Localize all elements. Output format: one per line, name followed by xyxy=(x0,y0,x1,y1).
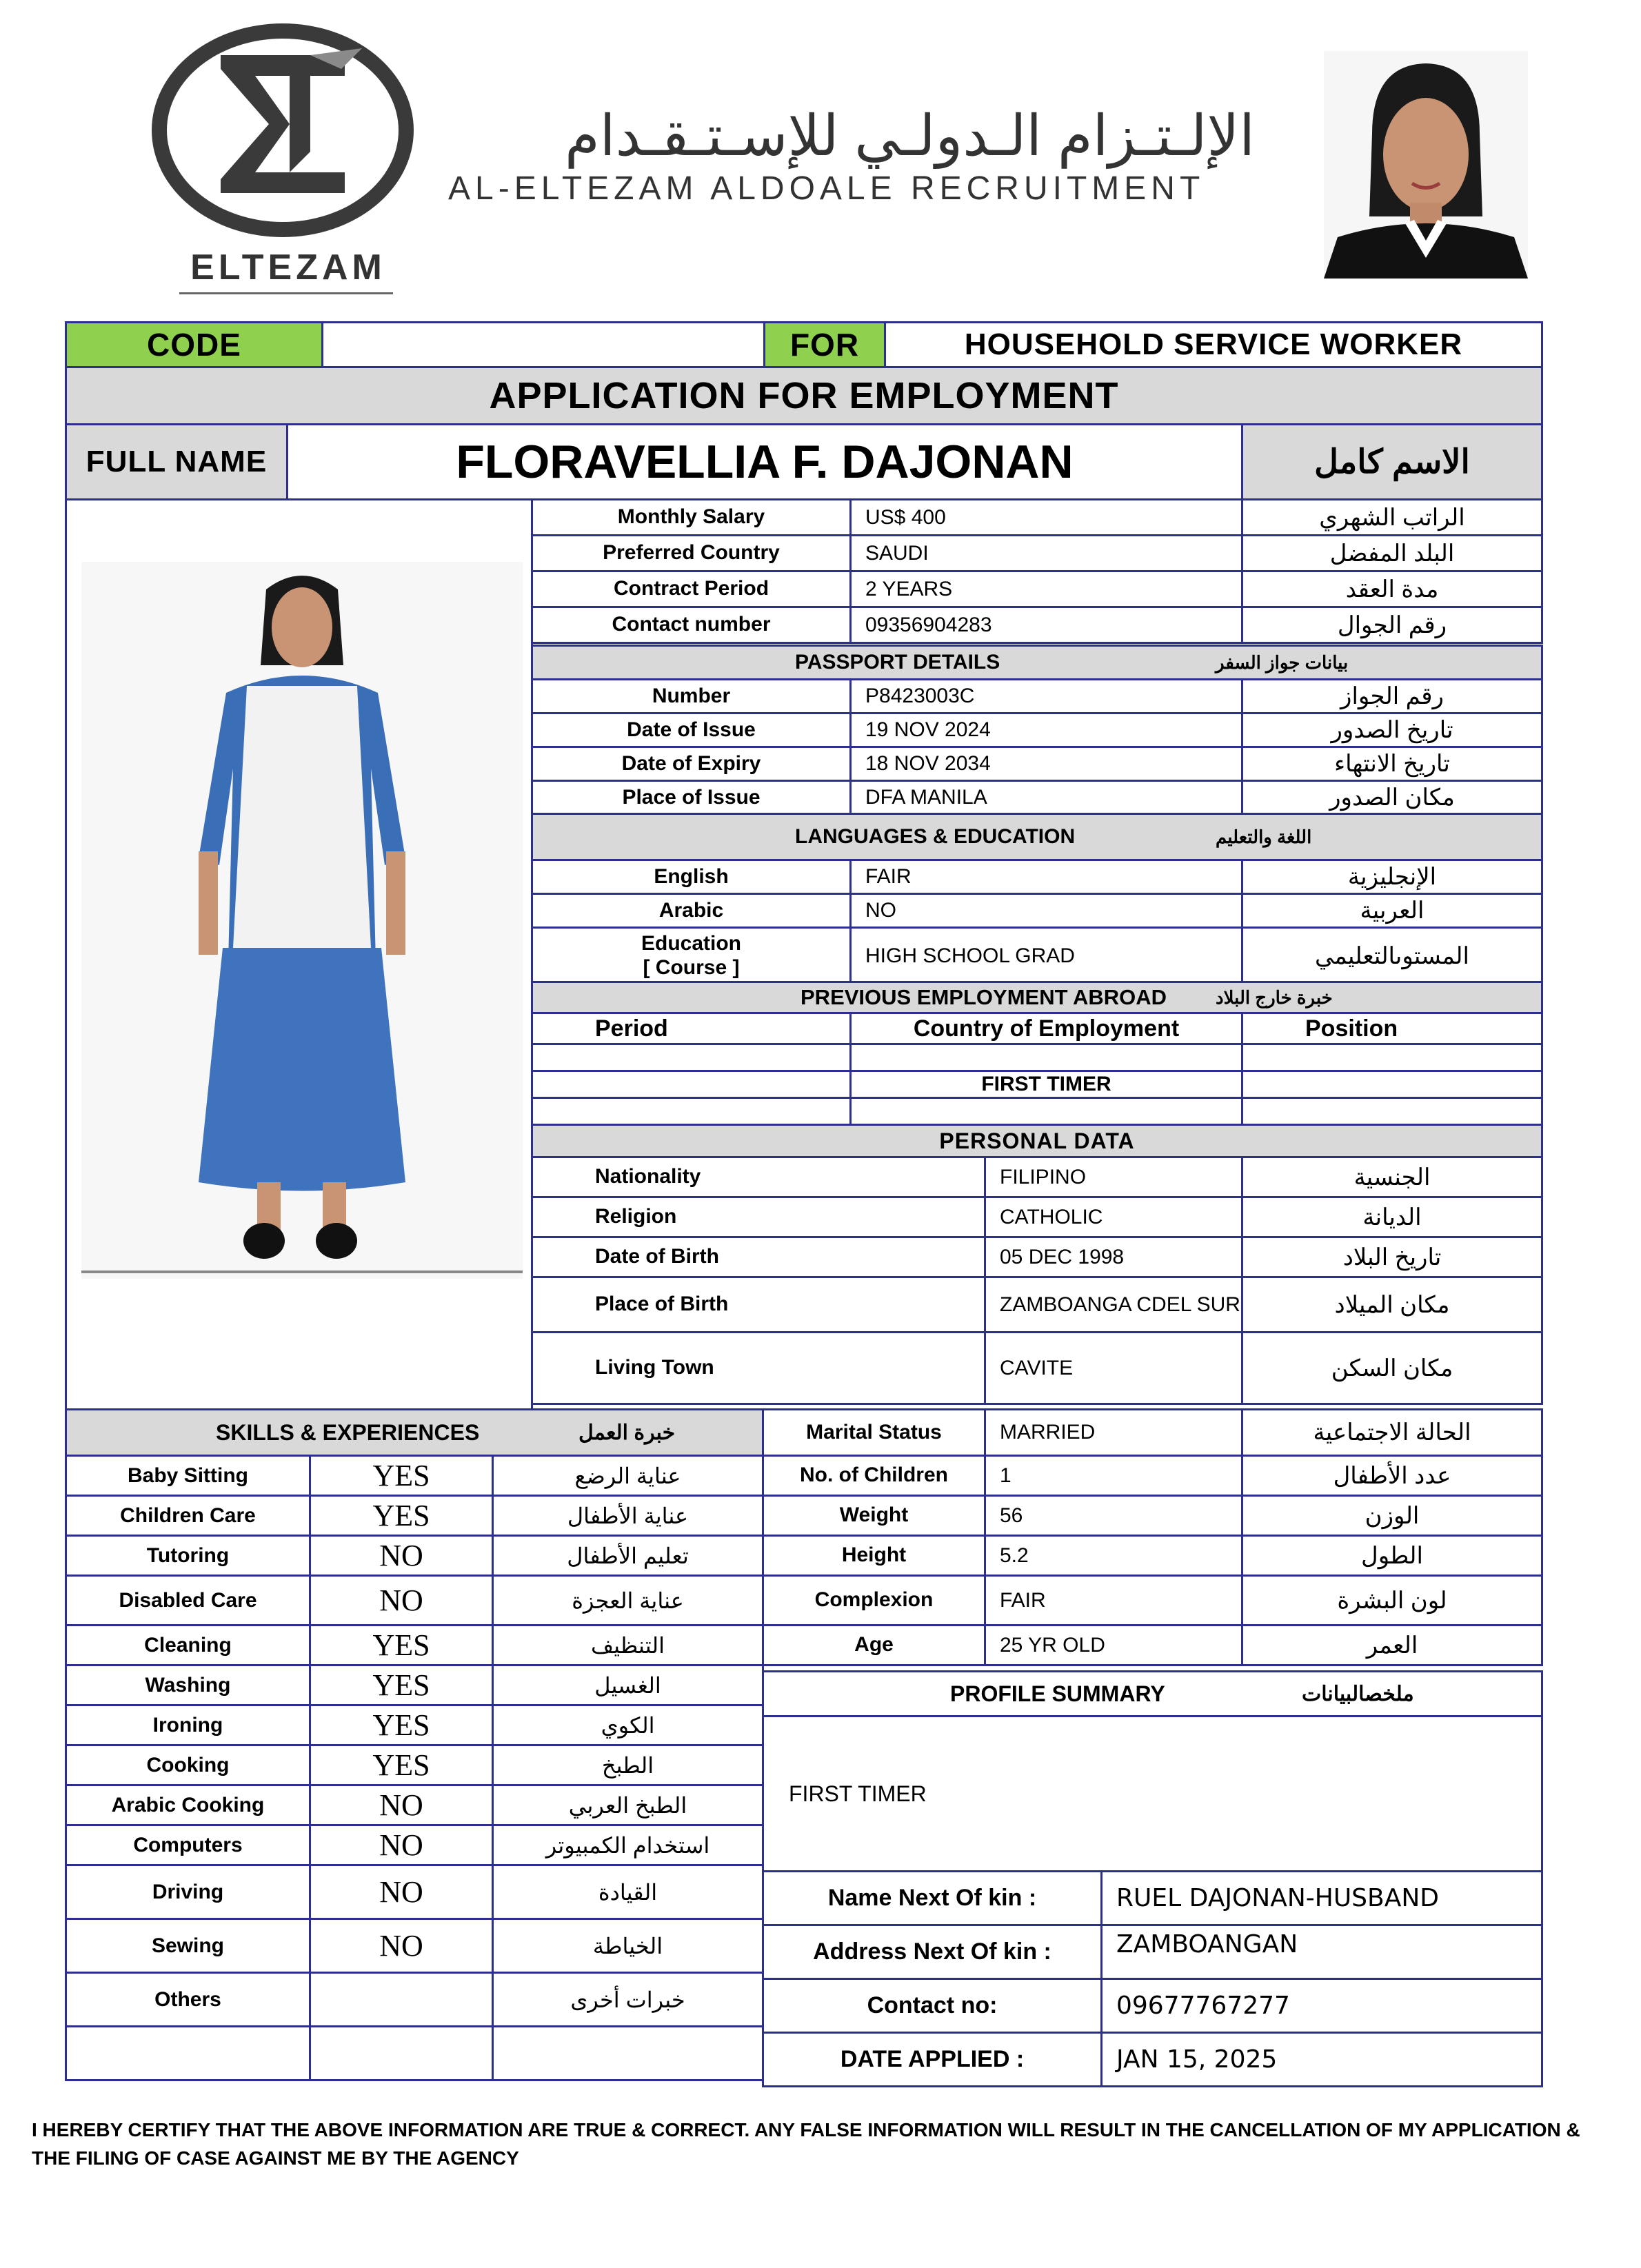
skills-header xyxy=(65,1408,764,1457)
logo-wordmark: ELTEZAM xyxy=(190,247,386,287)
skill-answer xyxy=(309,2025,494,2081)
skill-label: Disabled Care xyxy=(65,1575,311,1626)
personal-row-value: ZAMBOANGA CDEL SUR xyxy=(984,1276,1243,1333)
skill-label: Ironing xyxy=(65,1704,311,1746)
prev-period-1 xyxy=(531,1043,852,1072)
job-row-value: SAUDI xyxy=(849,534,1243,572)
previous-employment-title-arabic: خبرة خارج البلاد xyxy=(1216,986,1333,1008)
job-row-arabic: رقم الجوال xyxy=(1241,606,1543,644)
previous-employment-header xyxy=(531,981,1543,1014)
skill-label: Arabic Cooking xyxy=(65,1784,311,1826)
prev-position-1 xyxy=(1241,1043,1543,1072)
skill-label: Cleaning xyxy=(65,1624,311,1666)
full-name-value: FLORAVELLIA F. DAJONAN xyxy=(286,423,1243,500)
company-name-arabic: الإلـتـزام الـدولـي للإسـتـقـدام xyxy=(565,105,1255,168)
kin-value: RUEL DAJONAN-HUSBAND xyxy=(1100,1870,1543,1926)
skill-arabic: الغسيل xyxy=(492,1664,764,1706)
for-label: FOR xyxy=(763,321,886,368)
kin-label: Address Next Of kin : xyxy=(762,1924,1103,1980)
skill-label: Others xyxy=(65,1972,311,2027)
skill-arabic: الكوي xyxy=(492,1704,764,1746)
applicant-full-body-photo xyxy=(81,562,523,1279)
full-name-label: FULL NAME xyxy=(65,423,288,500)
physical-row-label: No. of Children xyxy=(762,1455,986,1497)
kin-value: 09677767277 xyxy=(1100,1978,1543,2034)
personal-row-label: Nationality xyxy=(531,1156,986,1198)
personal-row-arabic: مكان السكن xyxy=(1241,1331,1543,1405)
skill-label: Computers xyxy=(65,1824,311,1866)
prev-period-2 xyxy=(531,1070,852,1099)
skill-answer: NO xyxy=(309,1918,494,1974)
personal-row-arabic: مكان الميلاد xyxy=(1241,1276,1543,1333)
skill-arabic: عناية العجزة xyxy=(492,1575,764,1626)
skill-answer: YES xyxy=(309,1624,494,1666)
job-row-value: US$ 400 xyxy=(849,498,1243,536)
passport-title-arabic: بيانات جواز السفر xyxy=(1216,651,1349,673)
skill-arabic: عناية الرضع xyxy=(492,1455,764,1497)
skill-label: Cooking xyxy=(65,1744,311,1786)
language-row-arabic: المستوىالتعليمي xyxy=(1241,927,1543,985)
col-position: Position xyxy=(1241,1012,1543,1045)
personal-row-value: CATHOLIC xyxy=(984,1196,1243,1238)
passport-row-value: 19 NOV 2024 xyxy=(849,712,1243,748)
personal-row-arabic: تاريخ البلاد xyxy=(1241,1236,1543,1278)
skill-answer: NO xyxy=(309,1824,494,1866)
personal-row-value: 05 DEC 1998 xyxy=(984,1236,1243,1278)
job-row-value: 2 YEARS xyxy=(849,570,1243,608)
physical-row-arabic: الحالة الاجتماعية xyxy=(1241,1408,1543,1457)
personal-row-value: FILIPINO xyxy=(984,1156,1243,1198)
passport-row-value: P8423003C xyxy=(849,678,1243,714)
personal-row-label: Religion xyxy=(531,1196,986,1238)
job-row-arabic: الراتب الشهري xyxy=(1241,498,1543,536)
skill-arabic: خبرات أخرى xyxy=(492,1972,764,2027)
personal-row-value: CAVITE xyxy=(984,1331,1243,1405)
skill-label xyxy=(65,2025,311,2081)
job-row-arabic: مدة العقد xyxy=(1241,570,1543,608)
personal-row-arabic: الجنسية xyxy=(1241,1156,1543,1198)
code-value xyxy=(321,321,765,368)
languages-header xyxy=(531,813,1543,861)
kin-value: JAN 15, 2025 xyxy=(1100,2032,1543,2087)
physical-row-arabic: الوزن xyxy=(1241,1495,1543,1537)
prev-country-3 xyxy=(849,1097,1243,1126)
kin-label: Contact no: xyxy=(762,1978,1103,2034)
skill-arabic: القيادة xyxy=(492,1864,764,1920)
prev-country-2: FIRST TIMER xyxy=(849,1070,1243,1099)
prev-position-2 xyxy=(1241,1070,1543,1099)
passport-row-arabic: تاريخ الصدور xyxy=(1241,712,1543,748)
skill-arabic: عناية الأطفال xyxy=(492,1495,764,1537)
job-row-label: Monthly Salary xyxy=(531,498,852,536)
physical-row-value: 25 YR OLD xyxy=(984,1624,1243,1666)
skill-answer: NO xyxy=(309,1535,494,1577)
physical-row-arabic: العمر xyxy=(1241,1624,1543,1666)
skill-label: Tutoring xyxy=(65,1535,311,1577)
skill-label: Baby Sitting xyxy=(65,1455,311,1497)
skill-label: Washing xyxy=(65,1664,311,1706)
skills-title-arabic: خبرة العمل xyxy=(578,1421,676,1444)
logo-mark-icon xyxy=(207,48,365,200)
col-country: Country of Employment xyxy=(849,1012,1243,1045)
skill-arabic: الخياطة xyxy=(492,1918,764,1974)
passport-title: PASSPORT DETAILS xyxy=(795,651,1000,674)
language-row-value: NO xyxy=(849,893,1243,929)
job-row-arabic: البلد المفضل xyxy=(1241,534,1543,572)
skill-answer: NO xyxy=(309,1575,494,1626)
language-row-arabic: الإنجليزية xyxy=(1241,859,1543,895)
prev-position-3 xyxy=(1241,1097,1543,1126)
skill-answer: YES xyxy=(309,1455,494,1497)
skill-label: Sewing xyxy=(65,1918,311,1974)
skill-answer: YES xyxy=(309,1495,494,1537)
full-name-arabic: الاسم كامل xyxy=(1241,423,1543,500)
skill-arabic: استخدام الكمبيوتر xyxy=(492,1824,764,1866)
job-row-value: 09356904283 xyxy=(849,606,1243,644)
prev-country-1 xyxy=(849,1043,1243,1072)
skill-answer: NO xyxy=(309,1864,494,1920)
physical-row-value: 5.2 xyxy=(984,1535,1243,1577)
passport-row-value: 18 NOV 2034 xyxy=(849,746,1243,782)
passport-row-arabic: رقم الجواز xyxy=(1241,678,1543,714)
profile-summary-header xyxy=(762,1670,1543,1717)
code-label: CODE xyxy=(65,321,323,368)
personal-row-label: Date of Birth xyxy=(531,1236,986,1278)
physical-row-label: Age xyxy=(762,1624,986,1666)
personal-row-label: Living Town xyxy=(531,1331,986,1405)
passport-row-label: Date of Issue xyxy=(531,712,852,748)
skill-arabic xyxy=(492,2025,764,2081)
skill-label: Driving xyxy=(65,1864,311,1920)
language-row-label: Education [ Course ] xyxy=(531,927,852,985)
passport-header xyxy=(531,645,1543,680)
physical-row-value: 56 xyxy=(984,1495,1243,1537)
skill-label: Children Care xyxy=(65,1495,311,1537)
col-period: Period xyxy=(531,1012,852,1045)
skill-answer: YES xyxy=(309,1744,494,1786)
passport-row-arabic: تاريخ الانتهاء xyxy=(1241,746,1543,782)
language-row-label: Arabic xyxy=(531,893,852,929)
language-row-arabic: العربية xyxy=(1241,893,1543,929)
previous-employment-title: PREVIOUS EMPLOYMENT ABROAD xyxy=(801,985,1167,1009)
skill-arabic: الطبخ xyxy=(492,1744,764,1786)
physical-row-arabic: لون البشرة xyxy=(1241,1575,1543,1626)
skill-answer: NO xyxy=(309,1784,494,1826)
logo-underline xyxy=(179,292,393,294)
physical-row-arabic: الطول xyxy=(1241,1535,1543,1577)
physical-row-value: 1 xyxy=(984,1455,1243,1497)
passport-row-arabic: مكان الصدور xyxy=(1241,780,1543,816)
job-row-label: Contract Period xyxy=(531,570,852,608)
personal-data-header: PERSONAL DATA xyxy=(531,1124,1543,1158)
company-name-english: AL-ELTEZAM ALDOALE RECRUITMENT xyxy=(448,170,1205,207)
passport-row-label: Place of Issue xyxy=(531,780,852,816)
kin-value: ZAMBOANGAN xyxy=(1100,1924,1543,1980)
skill-arabic: التنظيف xyxy=(492,1624,764,1666)
personal-row-arabic: الديانة xyxy=(1241,1196,1543,1238)
skill-answer: YES xyxy=(309,1664,494,1706)
physical-row-label: Marital Status xyxy=(762,1408,986,1457)
page-title: APPLICATION FOR EMPLOYMENT xyxy=(65,366,1543,425)
skill-arabic: الطبخ العربي xyxy=(492,1784,764,1826)
profile-summary-text: FIRST TIMER xyxy=(762,1715,1543,1872)
physical-row-value: MARRIED xyxy=(984,1408,1243,1457)
physical-row-value: FAIR xyxy=(984,1575,1243,1626)
physical-row-arabic: عدد الأطفال xyxy=(1241,1455,1543,1497)
certification-statement: I HEREBY CERTIFY THAT THE ABOVE INFORMATION ARE TRUE & CORRECT. ANY FALSE INFORMATION WILL RESULT IN THE CANCELLATION OF MY APPLICATION & THE FILING OF CASE AGAINST ME BY THE AGENCY xyxy=(32,2119,1580,2169)
job-row-label: Contact number xyxy=(531,606,852,644)
skill-arabic: تعليم الأطفال xyxy=(492,1535,764,1577)
prev-period-3 xyxy=(531,1097,852,1126)
applicant-headshot xyxy=(1324,51,1528,279)
passport-row-label: Number xyxy=(531,678,852,714)
physical-row-label: Weight xyxy=(762,1495,986,1537)
languages-title: LANGUAGES & EDUCATION xyxy=(795,825,1076,848)
skill-answer xyxy=(309,1972,494,2027)
language-row-label: English xyxy=(531,859,852,895)
passport-row-value: DFA MANILA xyxy=(849,780,1243,816)
language-row-value: HIGH SCHOOL GRAD xyxy=(849,927,1243,985)
profile-summary-title: PROFILE SUMMARY xyxy=(950,1681,1165,1706)
profile-summary-title-arabic: ملخصالبيانات xyxy=(1302,1682,1414,1705)
physical-row-label: Complexion xyxy=(762,1575,986,1626)
physical-row-label: Height xyxy=(762,1535,986,1577)
languages-title-arabic: اللغة والتعليم xyxy=(1216,826,1312,847)
skills-title: SKILLS & EXPERIENCES xyxy=(216,1419,480,1445)
language-row-value: FAIR xyxy=(849,859,1243,895)
kin-label: DATE APPLIED : xyxy=(762,2032,1103,2087)
skill-answer: YES xyxy=(309,1704,494,1746)
passport-row-label: Date of Expiry xyxy=(531,746,852,782)
for-value: HOUSEHOLD SERVICE WORKER xyxy=(884,321,1543,368)
kin-label: Name Next Of kin : xyxy=(762,1870,1103,1926)
personal-row-label: Place of Birth xyxy=(531,1276,986,1333)
job-row-label: Preferred Country xyxy=(531,534,852,572)
